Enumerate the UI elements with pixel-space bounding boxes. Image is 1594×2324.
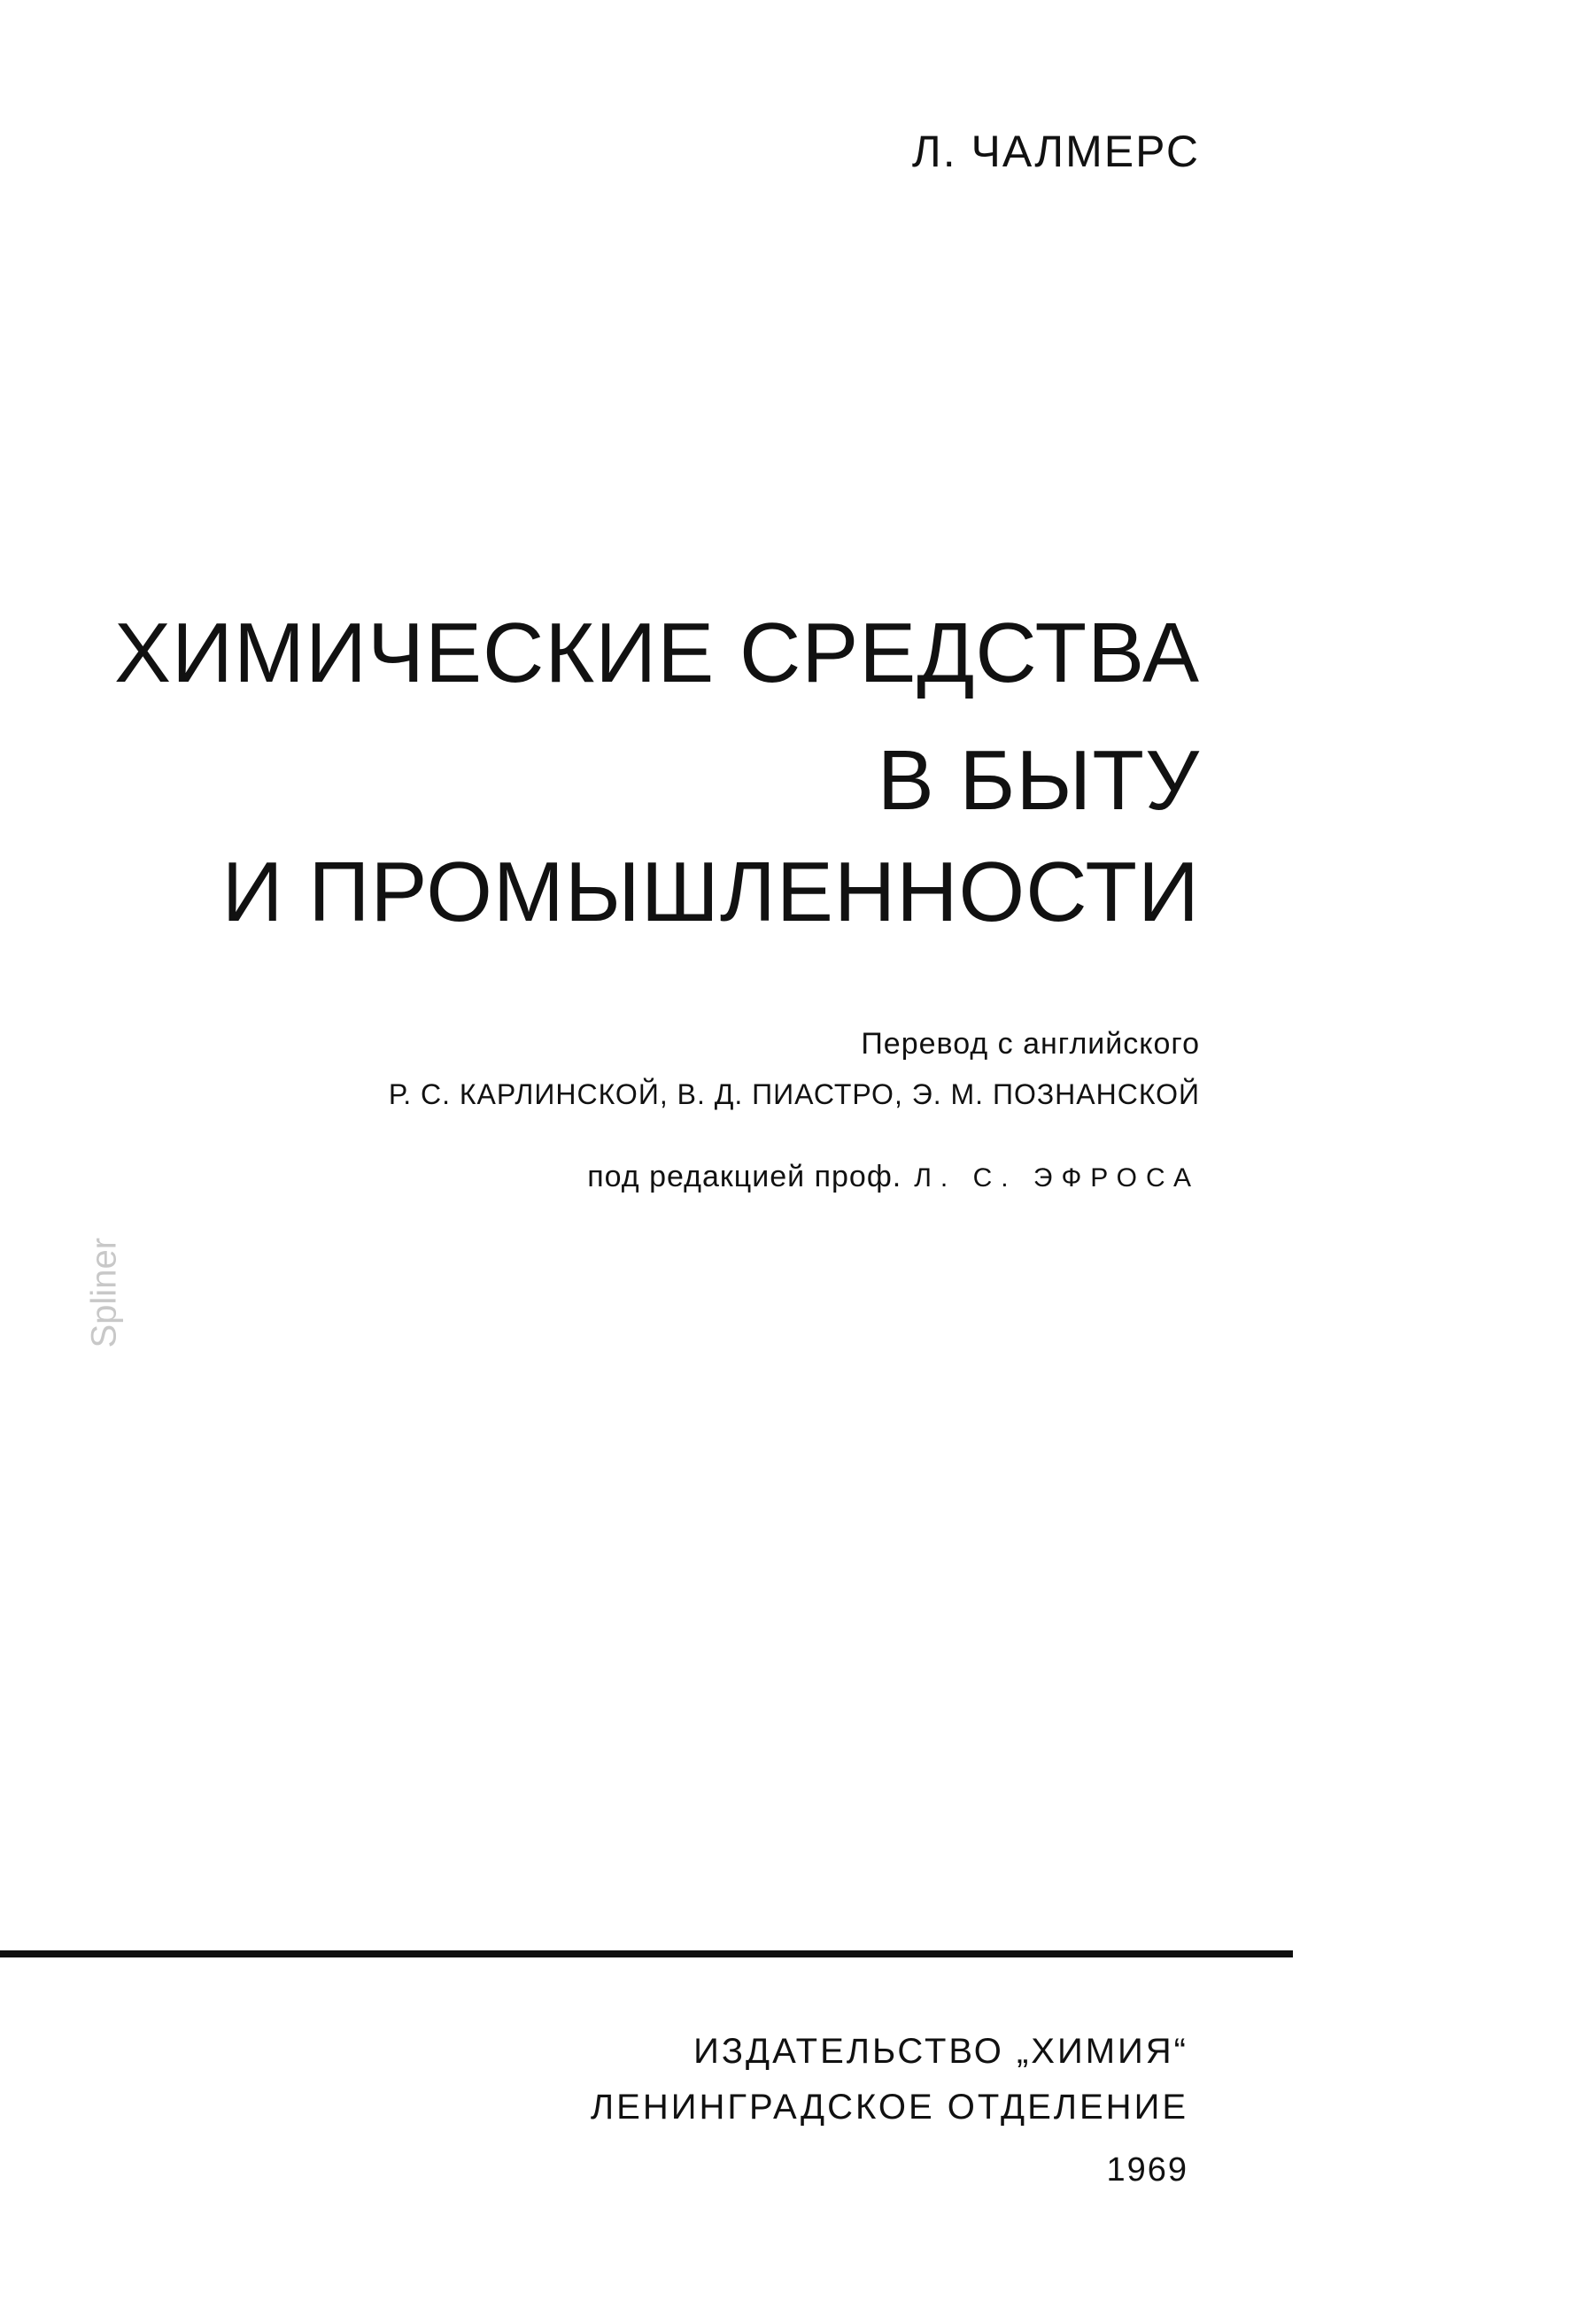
book-title-line-3: И ПРОМЫШЛЕННОСТИ: [221, 845, 1200, 939]
translation-note: Перевод с английского: [861, 1027, 1200, 1061]
editor-prefix: под редакцией проф.: [587, 1160, 902, 1193]
watermark: Spliner: [84, 1237, 124, 1348]
publisher-branch: ЛЕНИНГРАДСКОЕ ОТДЕЛЕНИЕ: [590, 2088, 1188, 2127]
author-name: Л. ЧАЛМЕРС: [911, 127, 1200, 176]
publication-year: 1969: [1106, 2151, 1188, 2189]
book-title-line-1: ХИМИЧЕСКИЕ СРЕДСТВА: [113, 606, 1200, 700]
divider-rule: [0, 1950, 1293, 1957]
editor-credit: [587, 1160, 1200, 1194]
publisher-name: ИЗДАТЕЛЬСТВО „ХИМИЯ“: [693, 2032, 1188, 2071]
translators-list: Р. С. КАРЛИНСКОЙ, В. Д. ПИАСТРО, Э. М. ПОЗНАНСКОЙ: [388, 1078, 1200, 1110]
editor-name: Л. С. ЭФРОСА: [914, 1163, 1200, 1193]
book-title-line-2: В БЫТУ: [877, 733, 1200, 828]
